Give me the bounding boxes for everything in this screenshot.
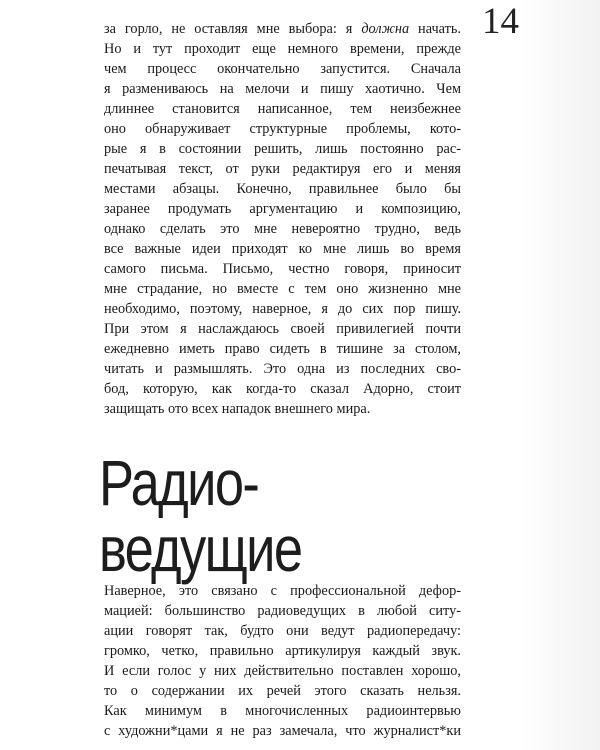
page-edge-shadow	[520, 0, 600, 750]
text-line: с художни*цами я не раз замечала, что журналист*ки	[104, 723, 461, 739]
text-line: Как минимум в многочисленных радиоинтервью	[104, 703, 461, 719]
page-number: 14	[482, 1, 519, 42]
section-heading	[99, 447, 302, 585]
text-line: мне страдание, но вместе с тем оно жизненно мне	[104, 281, 461, 297]
text-line: заранее продумать аргументацию и композицию,	[104, 201, 461, 217]
heading-line: Радио-	[99, 447, 259, 519]
text-line: Наверное, это связано с профессиональной дефор-	[104, 583, 461, 599]
emphasis-word: должна	[361, 21, 410, 37]
text-line: мацией: большинство радиоведущих в любой ситу-	[104, 603, 461, 619]
text-line: однако сделать это мне невероятно трудно, ведь	[104, 221, 461, 237]
text-line: рые я в состоянии решить, лишь постоянно рас-	[104, 141, 461, 157]
text-line: И если голос у них действительно поставлен хорошо,	[104, 663, 461, 679]
text-line: необходимо, поэтому, наверное, я до сих пор пишу.	[104, 301, 461, 317]
text-line: я размениваюсь на мелочи и пишу хаотично. Чем	[104, 81, 461, 97]
text-line: ации говорят так, будто они ведут радиопередачу:	[104, 623, 461, 639]
text-line: Но и тут проходит еще немного времени, прежде	[104, 41, 461, 57]
text-line: все важные идеи приходят ко мне лишь во время	[104, 241, 461, 257]
text-line: то о содержании их речей этого сказать нельзя.	[104, 683, 461, 699]
text-line: за горло, не оставляя мне выбора: я должна начать.	[104, 21, 461, 37]
text-line: громко, четко, правильно артикулируя каждый звук.	[104, 643, 461, 659]
text-line: читать и размышлять. Это одна из последних сво-	[104, 361, 461, 377]
text-line: ежедневно иметь право сидеть в тишине за столом,	[104, 341, 461, 357]
paragraph-top	[104, 19, 461, 419]
heading-line: ведущие	[99, 513, 302, 585]
text-line: чем процесс окончательно запустится. Сначала	[104, 61, 461, 77]
text-line: При этом я наслаждаюсь своей привилегией почти	[104, 321, 461, 337]
paragraph-bottom	[104, 581, 461, 741]
text-line: бод, которую, как когда-то сказал Адорно, стоит	[104, 381, 461, 397]
text-line: защищать ото всех нападок внешнего мира.	[104, 401, 371, 417]
text-line: местами абзацы. Конечно, правильнее было бы	[104, 181, 461, 197]
text-line: самого письма. Письмо, честно говоря, приносит	[104, 261, 461, 277]
text-line: длиннее становится написанное, тем неизбежнее	[104, 101, 461, 117]
text-line: печатывая текст, от руки редактируя его и меняя	[104, 161, 461, 177]
text-line: оно обнаруживает структурные проблемы, кото-	[104, 121, 461, 137]
